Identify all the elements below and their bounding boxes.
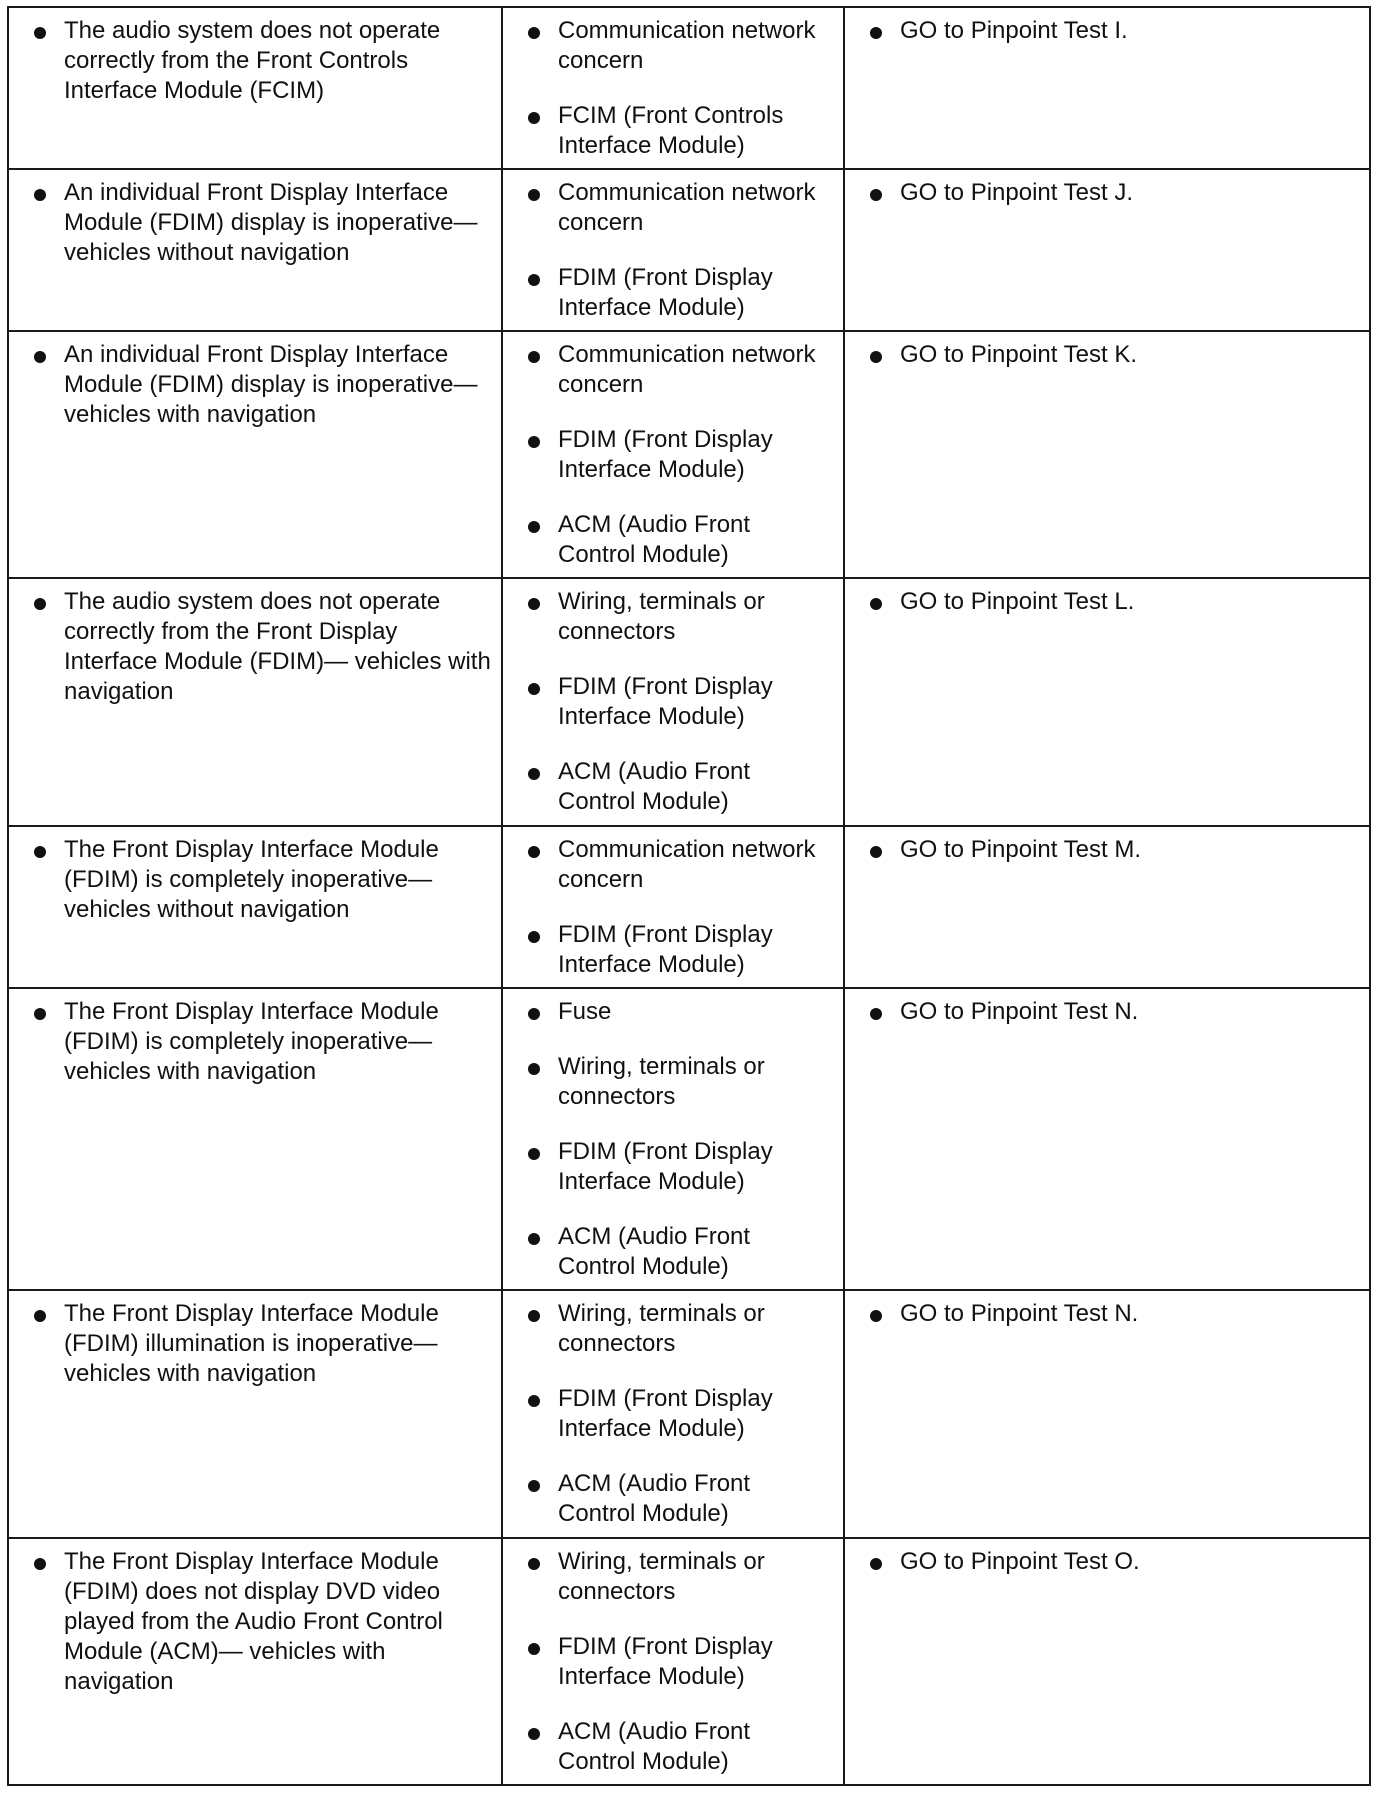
cause-item: Wiring, terminals or connectors xyxy=(503,587,833,647)
table-row xyxy=(8,1538,1370,1785)
cause-item: FDIM (Front Display Interface Module) xyxy=(503,1137,833,1197)
symptom-cell xyxy=(8,1538,502,1785)
symptom-cell xyxy=(8,578,502,825)
symptom-text: The audio system does not operate correctly from the Front Controls Interface Module (FCIM) xyxy=(9,16,491,106)
cause-item: FDIM (Front Display Interface Module) xyxy=(503,1384,833,1444)
cause-item: Communication network concern xyxy=(503,835,833,895)
action-cell xyxy=(844,1290,1370,1537)
symptom-list xyxy=(9,16,491,106)
action-cell xyxy=(844,7,1370,169)
cause-item: Fuse xyxy=(503,997,833,1027)
cause-item: ACM (Audio Front Control Module) xyxy=(503,1222,833,1282)
cause-cell xyxy=(502,7,844,169)
cause-item: FDIM (Front Display Interface Module) xyxy=(503,263,833,323)
cause-list xyxy=(503,1299,833,1529)
symptom-list xyxy=(9,587,491,707)
cause-list xyxy=(503,835,833,980)
action-list xyxy=(845,1547,1359,1577)
symptom-list xyxy=(9,1547,491,1697)
action-cell xyxy=(844,988,1370,1291)
action-text: GO to Pinpoint Test O. xyxy=(845,1547,1359,1577)
cause-cell xyxy=(502,1538,844,1785)
action-text: GO to Pinpoint Test N. xyxy=(845,1299,1359,1329)
table-row xyxy=(8,331,1370,578)
cause-item: Communication network concern xyxy=(503,340,833,400)
cause-item: ACM (Audio Front Control Module) xyxy=(503,510,833,570)
cause-item: FDIM (Front Display Interface Module) xyxy=(503,425,833,485)
symptom-list xyxy=(9,178,491,268)
cause-item: ACM (Audio Front Control Module) xyxy=(503,1717,833,1777)
symptom-cell xyxy=(8,988,502,1291)
symptom-text: The audio system does not operate correctly from the Front Display Interface Module (FDIM)— vehicles with navigation xyxy=(9,587,491,707)
symptom-cell xyxy=(8,7,502,169)
action-text: GO to Pinpoint Test N. xyxy=(845,997,1359,1027)
table-row xyxy=(8,826,1370,988)
symptom-chart-table xyxy=(7,6,1371,1786)
action-cell xyxy=(844,578,1370,825)
cause-list xyxy=(503,178,833,323)
table-row xyxy=(8,578,1370,825)
cause-cell xyxy=(502,578,844,825)
cause-cell xyxy=(502,988,844,1291)
symptom-list xyxy=(9,835,491,925)
action-text: GO to Pinpoint Test M. xyxy=(845,835,1359,865)
cause-list xyxy=(503,997,833,1282)
table-row xyxy=(8,1290,1370,1537)
cause-item: Communication network concern xyxy=(503,178,833,238)
cause-item: FDIM (Front Display Interface Module) xyxy=(503,1632,833,1692)
symptom-text: The Front Display Interface Module (FDIM) does not display DVD video played from the Audio Front Control Module (ACM)— vehicles with navigation xyxy=(9,1547,491,1697)
action-text: GO to Pinpoint Test J. xyxy=(845,178,1359,208)
symptom-text: An individual Front Display Interface Module (FDIM) display is inoperative— vehicles without navigation xyxy=(9,178,491,268)
cause-list xyxy=(503,340,833,570)
cause-item: Wiring, terminals or connectors xyxy=(503,1052,833,1112)
table-row xyxy=(8,7,1370,169)
action-list xyxy=(845,835,1359,865)
symptom-text: The Front Display Interface Module (FDIM) illumination is inoperative— vehicles with navigation xyxy=(9,1299,491,1389)
action-list xyxy=(845,587,1359,617)
cause-cell xyxy=(502,331,844,578)
cause-item: Wiring, terminals or connectors xyxy=(503,1547,833,1607)
symptom-cell xyxy=(8,169,502,331)
action-cell xyxy=(844,826,1370,988)
cause-list xyxy=(503,1547,833,1777)
action-list xyxy=(845,1299,1359,1329)
symptom-list xyxy=(9,1299,491,1389)
symptom-cell xyxy=(8,1290,502,1537)
symptom-cell xyxy=(8,331,502,578)
symptom-list xyxy=(9,340,491,430)
cause-list xyxy=(503,587,833,817)
symptom-list xyxy=(9,997,491,1087)
symptom-chart-body xyxy=(8,7,1370,1785)
action-text: GO to Pinpoint Test L. xyxy=(845,587,1359,617)
cause-item: ACM (Audio Front Control Module) xyxy=(503,757,833,817)
cause-item: FDIM (Front Display Interface Module) xyxy=(503,672,833,732)
symptom-text: The Front Display Interface Module (FDIM) is completely inoperative— vehicles with navigation xyxy=(9,997,491,1087)
action-text: GO to Pinpoint Test K. xyxy=(845,340,1359,370)
cause-cell xyxy=(502,1290,844,1537)
action-list xyxy=(845,16,1359,46)
action-text: GO to Pinpoint Test I. xyxy=(845,16,1359,46)
table-row xyxy=(8,988,1370,1291)
action-list xyxy=(845,340,1359,370)
symptom-cell xyxy=(8,826,502,988)
action-cell xyxy=(844,169,1370,331)
cause-item: FCIM (Front Controls Interface Module) xyxy=(503,101,833,161)
symptom-text: An individual Front Display Interface Module (FDIM) display is inoperative— vehicles with navigation xyxy=(9,340,491,430)
cause-item: Communication network concern xyxy=(503,16,833,76)
action-cell xyxy=(844,331,1370,578)
action-cell xyxy=(844,1538,1370,1785)
cause-item: FDIM (Front Display Interface Module) xyxy=(503,920,833,980)
action-list xyxy=(845,997,1359,1027)
action-list xyxy=(845,178,1359,208)
symptom-text: The Front Display Interface Module (FDIM) is completely inoperative— vehicles without navigation xyxy=(9,835,491,925)
cause-item: Wiring, terminals or connectors xyxy=(503,1299,833,1359)
cause-cell xyxy=(502,169,844,331)
cause-cell xyxy=(502,826,844,988)
cause-item: ACM (Audio Front Control Module) xyxy=(503,1469,833,1529)
cause-list xyxy=(503,16,833,161)
table-row xyxy=(8,169,1370,331)
